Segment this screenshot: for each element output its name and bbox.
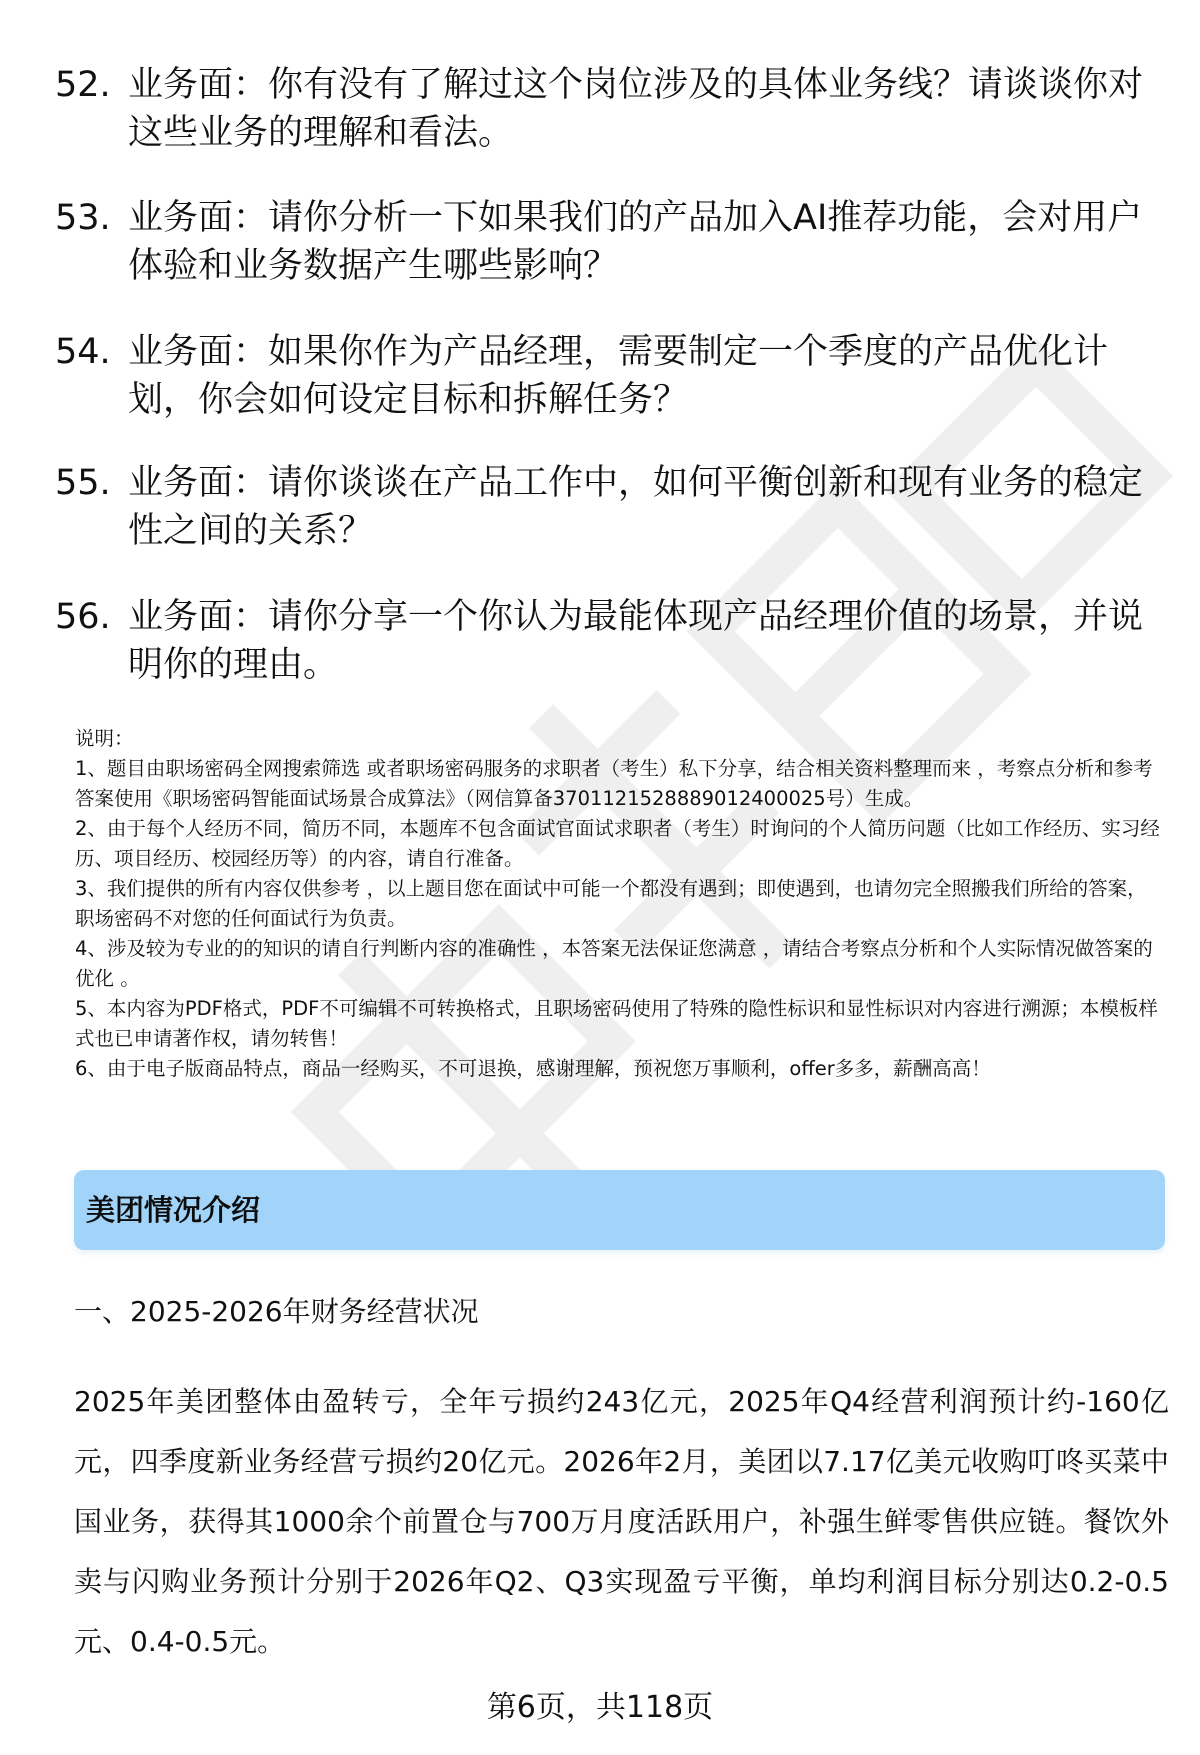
- question-number: 55.: [55, 463, 111, 503]
- question-item: [55, 593, 1165, 689]
- subheading: 一、2025-2026年财务经营状况: [74, 1295, 479, 1328]
- question-number: 52.: [55, 65, 111, 105]
- question-item: [55, 61, 1165, 157]
- section-header-banner: [74, 1170, 1165, 1250]
- question-number: 56.: [55, 597, 111, 637]
- note-item: 2、由于每个人经历不同，简历不同，本题库不包含面试官面试求职者（考生）时询问的个人简历问题（比如工作经历、实习经历、项目经历、校园经历等）的内容，请自行准备。: [75, 817, 1160, 870]
- question-text: 业务面：请你分享一个你认为最能体现产品经理价值的场景，并说明你的理由。: [128, 597, 1144, 685]
- question-text: 业务面：请你谈谈在产品工作中，如何平衡创新和现有业务的稳定性之间的关系？: [128, 463, 1144, 551]
- section-title: 美团情况介绍: [86, 1193, 261, 1227]
- question-number: 53.: [55, 198, 111, 238]
- note-item: 5、本内容为PDF格式，PDF不可编辑不可转换格式，且职场密码使用了特殊的隐性标识和显性标识对内容进行溯源；本模板样式也已申请著作权，请勿转售！: [75, 997, 1158, 1050]
- note-item: 4、涉及较为专业的的知识的请自行判断内容的准确性 ，本答案无法保证您满意 ，请结合考察点分析和个人实际情况做答案的优化 。: [75, 937, 1153, 990]
- question-text: 业务面：你有没有了解过这个岗位涉及的具体业务线？请谈谈你对这些业务的理解和看法。: [128, 65, 1144, 153]
- question-text: 业务面：如果你作为产品经理，需要制定一个季度的产品优化计划，你会如何设定目标和拆解任务？: [128, 332, 1109, 420]
- question-item: [55, 194, 1165, 290]
- question-item: [55, 328, 1165, 424]
- note-item: 6、由于电子版商品特点，商品一经购买，不可退换，感谢理解，预祝您万事顺利，offer多多，薪酬高高！: [75, 1057, 991, 1080]
- question-item: [55, 459, 1165, 555]
- page-number: 第6页，共118页: [486, 1690, 714, 1725]
- note-item: 1、题目由职场密码全网搜索筛选 或者职场密码服务的求职者（考生）私下分享，结合相关资料整理而来 ，考察点分析和参考答案使用《职场密码智能面试场景合成算法》（网信算备3701121528889012400025号）生成。: [75, 757, 1153, 810]
- disclaimer-notes: [75, 724, 1165, 1084]
- question-number: 54.: [55, 332, 111, 372]
- question-text: 业务面：请你分析一下如果我们的产品加入AI推荐功能，会对用户体验和业务数据产生哪些影响？: [128, 198, 1143, 286]
- notes-title: 说明：: [75, 727, 134, 750]
- body-paragraph: 2025年美团整体由盈转亏，全年亏损约243亿元，2025年Q4经营利润预计约-160亿元，四季度新业务经营亏损约20亿元。2026年2月，美团以7.17亿美元收购叮咚买菜中国业务，获得其1000余个前置仓与700万月度活跃用户，补强生鲜零售供应链。餐饮外卖与闪购业务预计分别于2026年Q2、Q3实现盈亏平衡，单均利润目标分别达0.2-0.5元、0.4-0.5元。: [74, 1385, 1169, 1658]
- note-item: 3、我们提供的所有内容仅供参考 ，以上题目您在面试中可能一个都没有遇到；即使遇到，也请勿完全照搬我们所给的答案，职场密码不对您的任何面试行为负责。: [75, 877, 1147, 930]
